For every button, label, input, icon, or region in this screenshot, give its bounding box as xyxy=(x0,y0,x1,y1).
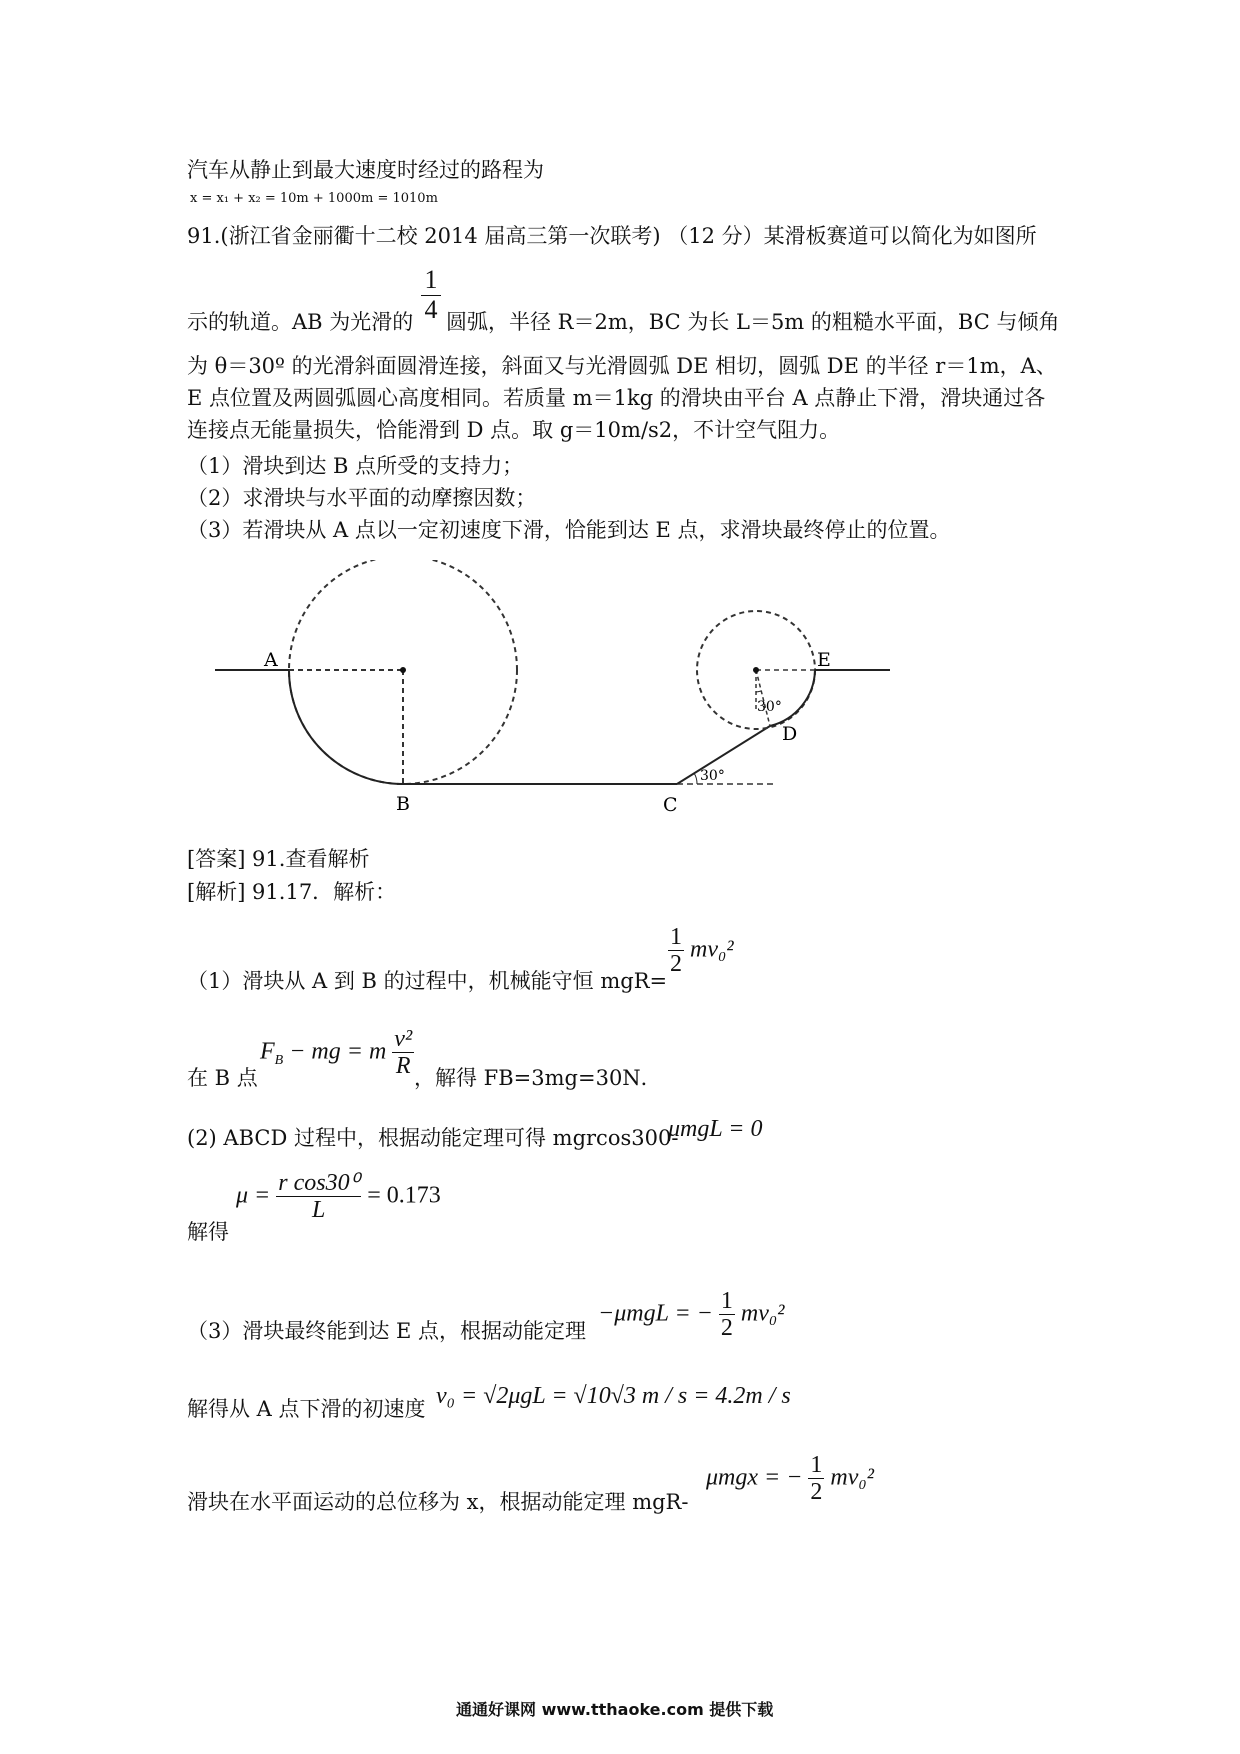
step-6-text: 解得从 A 点下滑的初速度 xyxy=(187,1397,426,1421)
text-line-4b: 圆弧，半径 R＝2m，BC 为长 L＝5m 的粗糙水平面，BC 与倾角 xyxy=(446,310,1060,334)
step-1-equation xyxy=(668,924,734,978)
step-1-frac xyxy=(668,924,684,978)
step-4-text: 解得 xyxy=(187,1220,229,1244)
angle-label-top: 30° xyxy=(757,699,782,715)
arc-de xyxy=(770,670,815,726)
step-3-equation: μmgL = 0 xyxy=(668,1116,763,1142)
step-5-tail: mv₀² xyxy=(740,1300,785,1327)
step-4-frac xyxy=(276,1170,361,1224)
label-e: E xyxy=(817,649,831,671)
step-4-mu: μ = xyxy=(236,1182,271,1209)
step-2-text-a: 在 B 点 xyxy=(187,1066,258,1090)
step-7-text: 滑块在水平面运动的总位移为 x，根据动能定理 mgR- xyxy=(187,1490,689,1514)
step-2-frac-den: R xyxy=(395,1053,411,1080)
step-7-frac xyxy=(808,1452,824,1506)
angle-label-bottom: 30° xyxy=(700,768,725,784)
question-2: （2）求滑块与水平面的动摩擦因数； xyxy=(187,486,537,510)
text-line-4a: 示的轨道。AB 为光滑的 xyxy=(187,310,414,334)
step-7-equation xyxy=(706,1452,874,1506)
question-3: （3）若滑块从 A 点以一定初速度下滑，恰能到达 E 点，求滑块最终停止的位置。 xyxy=(187,518,951,542)
step-7-tail: mv₀² xyxy=(830,1464,874,1491)
label-a: A xyxy=(264,649,278,671)
label-d: D xyxy=(782,723,798,745)
step-5-frac xyxy=(719,1288,735,1342)
analysis-line: [解析] 91.17．解析： xyxy=(187,880,397,904)
text-line-7: 连接点无能量损失，恰能滑到 D 点。取 g＝10m/s2，不计空气阻力。 xyxy=(187,418,841,442)
step-4-tail: = 0.173 xyxy=(367,1182,441,1209)
step-1-frac-den: 2 xyxy=(670,951,682,978)
step-7-frac-den: 2 xyxy=(810,1479,823,1506)
quarter-fraction-num: 1 xyxy=(421,266,441,296)
arc-ab xyxy=(289,670,403,784)
step-4-frac-num: r cos30⁰ xyxy=(278,1170,360,1196)
step-5-equation xyxy=(598,1288,784,1342)
step-5-left: −μmgL = − xyxy=(598,1300,713,1327)
small-radius-to-d xyxy=(756,670,770,726)
step-7-frac-num: 1 xyxy=(810,1452,823,1478)
footer-credit: 通通好课网 www.tthaoke.com 提供下载 xyxy=(456,1700,774,1719)
step-1-text: （1）滑块从 A 到 B 的过程中，机械能守恒 mgR= xyxy=(187,969,668,993)
step-2-frac xyxy=(392,1026,414,1080)
step-2-f: F xyxy=(260,1038,275,1065)
step-4-equation xyxy=(236,1170,441,1224)
step-2-equation xyxy=(260,1026,414,1080)
step-1-tail: mv₀² xyxy=(690,936,734,963)
step-5-frac-num: 1 xyxy=(720,1288,733,1314)
quarter-fraction-den: 4 xyxy=(424,294,438,324)
label-c: C xyxy=(663,794,678,816)
distance-equation: x = x₁ + x₂ = 10m + 1000m = 1010m xyxy=(190,191,438,206)
question-header: 91.(浙江省金丽衢十二校 2014 届高三第一次联考) （12 分）某滑板赛道可以简化为如图所 xyxy=(187,224,1037,248)
step-7-left: μmgx = − xyxy=(706,1464,803,1491)
step-5-frac-den: 2 xyxy=(720,1315,733,1342)
small-circle-center xyxy=(753,667,759,673)
step-2-frac-num: v² xyxy=(394,1026,413,1052)
step-4-frac-den: L xyxy=(312,1197,326,1224)
answer-line: [答案] 91.查看解析 xyxy=(187,847,370,871)
label-b: B xyxy=(396,793,410,815)
text-line-6: E 点位置及两圆弧圆心高度相同。若质量 m＝1kg 的滑块由平台 A 点静止下滑，滑块通过各 xyxy=(187,386,1046,410)
question-1: （1）滑块到达 B 点所受的支持力； xyxy=(187,454,524,478)
step-2-text-b: ，解得 FB=3mg=30N． xyxy=(414,1066,662,1090)
text-line-1: 汽车从静止到最大速度时经过的路程为 xyxy=(187,158,544,182)
angle-arc-bottom xyxy=(694,773,697,784)
step-1-frac-num: 1 xyxy=(670,924,682,950)
track-diagram xyxy=(200,560,920,830)
big-circle-center xyxy=(400,667,406,673)
step-6-equation: v₀ = √2μgL = √10√3 m / s = 4.2m / s xyxy=(436,1383,791,1409)
step-3-text: (2) ABCD 过程中，根据动能定理可得 mgrcos300- xyxy=(187,1126,679,1150)
step-2-sub: B xyxy=(274,1053,284,1069)
step-2-mid: − mg = m xyxy=(283,1038,387,1065)
step-5-text: （3）滑块最终能到达 E 点，根据动能定理 xyxy=(187,1319,587,1343)
quarter-fraction xyxy=(421,266,441,324)
text-line-5: 为 θ＝30º 的光滑斜面圆滑连接，斜面又与光滑圆弧 DE 相切，圆弧 DE 的半径 r＝1m，A、 xyxy=(187,354,1057,378)
